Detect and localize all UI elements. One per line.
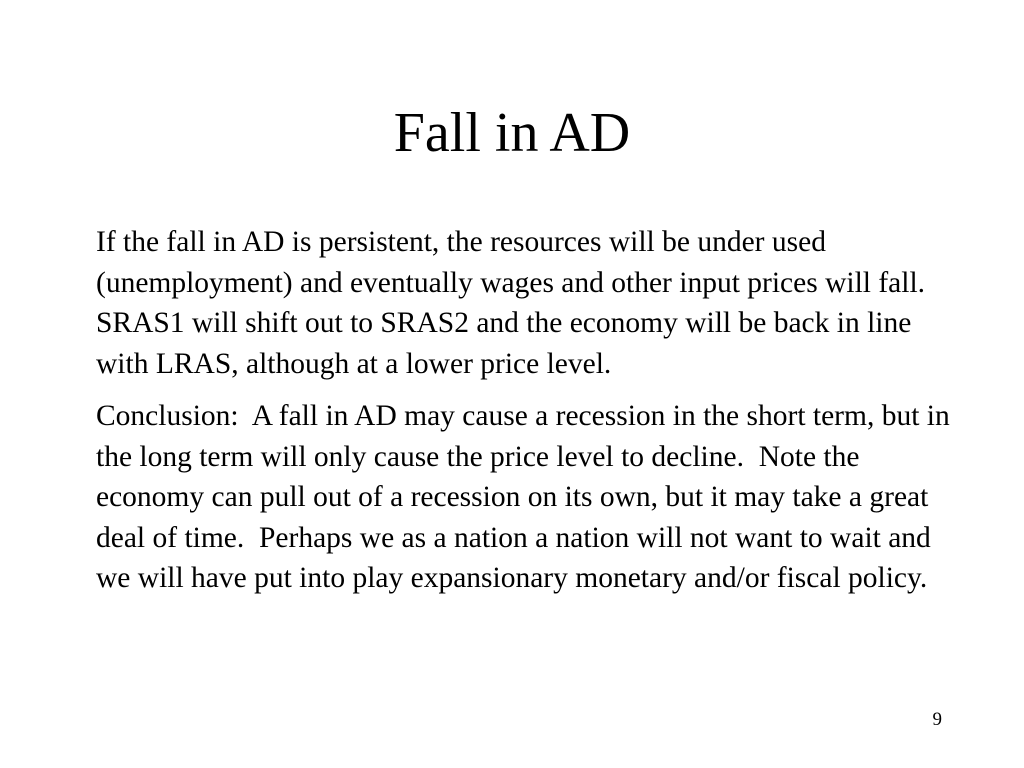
slide-title: Fall in AD: [393, 102, 631, 164]
slide-body: [96, 222, 956, 611]
paragraph-persistent-fall: If the fall in AD is persistent, the resources will be under used (unemployment) and eventually wages and other input prices will fall. SRAS1 will shift out to SRAS2 and the economy will be back in line with LRAS, although at a lower price level.: [96, 226, 940, 380]
paragraph-conclusion: Conclusion: A fall in AD may cause a recession in the short term, but in the long term will only cause the price level to decline. Note the economy can pull out of a recession on its own, but it may take a great deal of time. Perhaps we as a nation a nation will not want to wait and we will have put into play expansionary monetary and/or fiscal policy.: [96, 400, 958, 594]
page-number: 9: [932, 709, 942, 730]
